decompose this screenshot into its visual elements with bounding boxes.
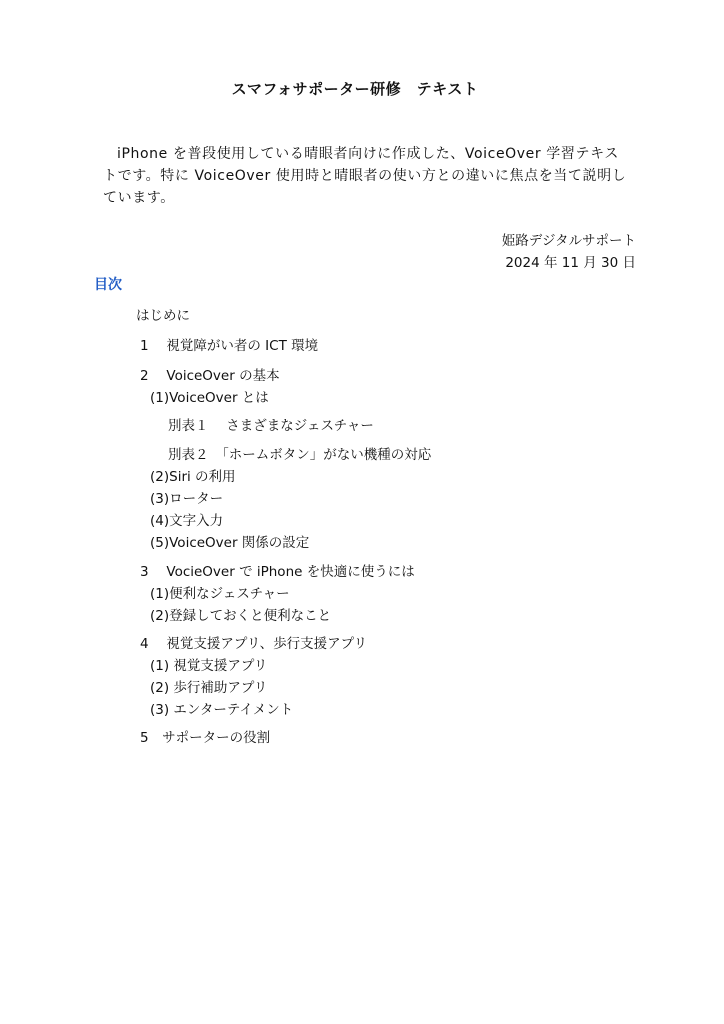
toc-item-2-5: (5)VoiceOver 関係の設定 <box>150 535 310 551</box>
toc-item-4-3: (3) エンターテイメント <box>150 702 294 718</box>
toc-item-3-2: (2)登録しておくと便利なこと <box>150 608 332 624</box>
document-date: 2024 年 11 月 30 日 <box>505 255 636 271</box>
author-name: 姫路デジタルサポート <box>501 233 636 249</box>
toc-item-2-3: (3)ローター <box>150 491 224 507</box>
toc-item-2-1: (1)VoiceOver とは <box>150 390 269 406</box>
toc-item-4-2: (2) 歩行補助アプリ <box>150 680 268 696</box>
toc-item-chapter-2: 2 VoiceOver の基本 <box>140 368 280 384</box>
toc-item-2-4: (4)文字入力 <box>150 513 224 529</box>
document-title: スマフォサポーター研修 テキスト <box>231 80 479 98</box>
toc-item-chapter-4: 4 視覚支援アプリ、歩行支援アプリ <box>140 636 368 652</box>
toc-item-4-1: (1) 視覚支援アプリ <box>150 658 268 674</box>
toc-item-2-2: (2)Siri の利用 <box>150 469 236 485</box>
toc-item-chapter-3: 3 VocieOver で iPhone を快適に使うには <box>140 564 415 580</box>
toc-item-introduction: はじめに <box>136 308 190 324</box>
toc-item-chapter-1: 1 視覚障がい者の ICT 環境 <box>140 338 319 354</box>
toc-item-chapter-5: 5 サポーターの役割 <box>140 730 271 746</box>
intro-paragraph: iPhone を普段使用している晴眼者向けに作成した、VoiceOver 学習テキストです。特に VoiceOver 使用時と晴眼者の使い方との違いに焦点を当て説明しています。 <box>103 146 627 206</box>
toc-item-appendix-2: 別表２ 「ホームボタン」がない機種の対応 <box>168 447 432 463</box>
toc-item-3-1: (1)便利なジェスチャー <box>150 586 290 602</box>
toc-heading: 目次 <box>94 277 122 293</box>
toc-item-appendix-1: 別表１ さまざまなジェスチャー <box>168 418 374 434</box>
